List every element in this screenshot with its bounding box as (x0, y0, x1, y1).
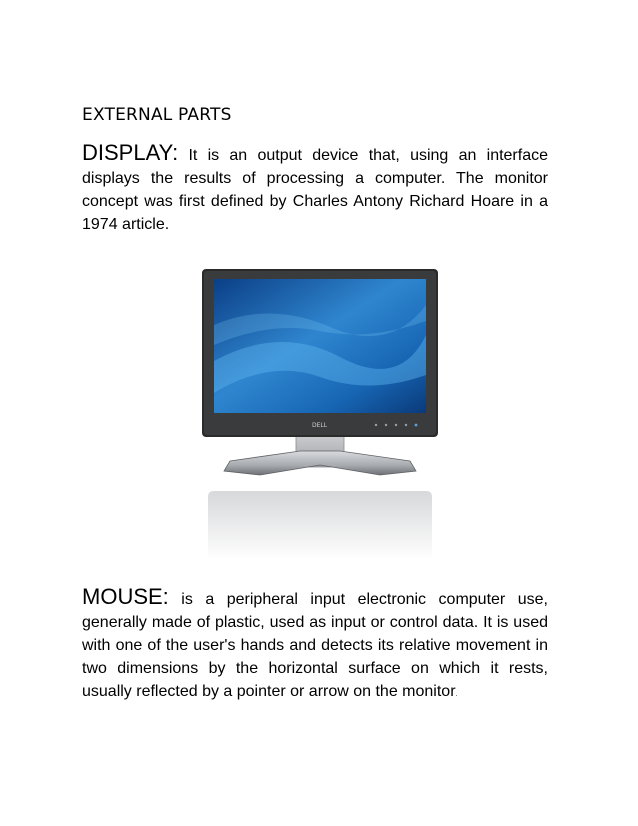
display-description: It is an output device that, using an interface displays the results of processing a computer. The monitor concept was first defined by Charles Antony Richard Hoare in a 1974 article. (82, 147, 548, 233)
display-term: DISPLAY: (82, 140, 179, 165)
monitor-image (200, 265, 440, 560)
section-heading: EXTERNAL PARTS (82, 105, 232, 125)
mouse-paragraph (82, 585, 548, 706)
monitor-stand-base (224, 451, 416, 475)
monitor-reflection (208, 491, 432, 560)
mouse-end-period: . (455, 691, 458, 698)
display-paragraph (82, 141, 548, 236)
monitor-brand-logo: DELL (312, 422, 328, 429)
mouse-description: is a peripheral input electronic computer use, generally made of plastic, used as input or control data. It is used with one of the user's hands and detects its relative movement in two dimensions by the horizontal surface on which it rests, usually reflected by a pointer or arrow on the monitor (82, 591, 548, 700)
mouse-term: MOUSE: (82, 584, 169, 609)
monitor-screen (214, 279, 426, 413)
